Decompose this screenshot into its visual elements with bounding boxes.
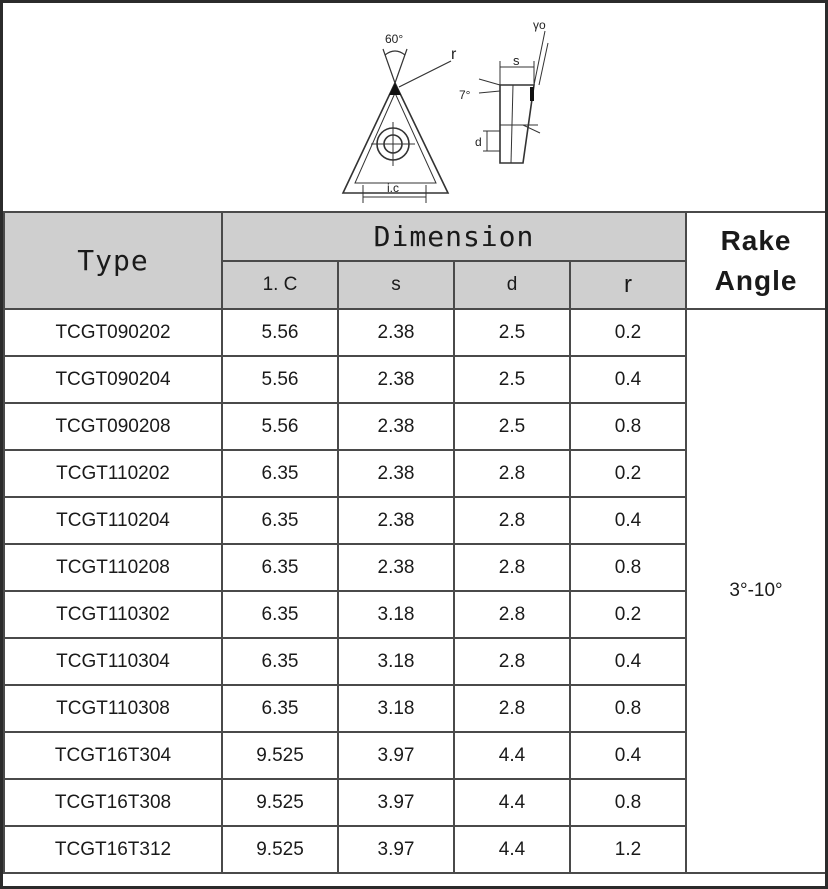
r-cell: 0.8 <box>570 685 686 732</box>
insert-top-view <box>343 83 448 193</box>
r-cell: 0.2 <box>570 309 686 356</box>
s-cell: 2.38 <box>338 309 454 356</box>
r-cell: 0.4 <box>570 638 686 685</box>
d-cell: 2.5 <box>454 356 570 403</box>
table-row <box>4 309 825 356</box>
table-body <box>4 309 825 873</box>
d-cell: 4.4 <box>454 826 570 873</box>
d-cell: 4.4 <box>454 732 570 779</box>
r-cell: 0.8 <box>570 779 686 826</box>
rake-angle-value: 3°-10° <box>686 309 825 873</box>
spec-sheet <box>3 3 825 886</box>
rake-header-line1: Rake <box>720 224 792 256</box>
d-label: d <box>475 135 482 149</box>
s-cell: 3.97 <box>338 732 454 779</box>
r-cell: 0.4 <box>570 497 686 544</box>
r-cell: 0.8 <box>570 544 686 591</box>
s-cell: 2.38 <box>338 450 454 497</box>
ic-cell: 6.35 <box>222 450 338 497</box>
radius-label: r <box>451 46 457 63</box>
s-cell: 2.38 <box>338 497 454 544</box>
d-cell: 2.8 <box>454 591 570 638</box>
insert-spec-table <box>3 211 825 874</box>
ic-cell: 6.35 <box>222 497 338 544</box>
type-cell: TCGT090204 <box>4 356 222 403</box>
ic-cell: 5.56 <box>222 403 338 450</box>
r-header: r <box>570 261 686 309</box>
ic-cell: 9.525 <box>222 732 338 779</box>
clearance-label: 7° <box>459 88 471 102</box>
r-cell: 0.4 <box>570 732 686 779</box>
type-header: Type <box>4 212 222 309</box>
gamma-label: γo <box>533 18 546 32</box>
type-cell: TCGT110208 <box>4 544 222 591</box>
d-cell: 2.8 <box>454 544 570 591</box>
ic-label: i.c <box>387 181 399 195</box>
ic-header: 1. C <box>222 261 338 309</box>
type-cell: TCGT110204 <box>4 497 222 544</box>
rake-angle-header <box>686 212 825 309</box>
s-cell: 3.18 <box>338 638 454 685</box>
type-cell: TCGT090208 <box>4 403 222 450</box>
r-cell: 0.4 <box>570 356 686 403</box>
type-cell: TCGT16T304 <box>4 732 222 779</box>
s-label: s <box>513 53 520 68</box>
type-cell: TCGT090202 <box>4 309 222 356</box>
s-cell: 3.18 <box>338 591 454 638</box>
type-cell: TCGT110304 <box>4 638 222 685</box>
ic-cell: 6.35 <box>222 591 338 638</box>
ic-cell: 6.35 <box>222 685 338 732</box>
d-cell: 2.8 <box>454 497 570 544</box>
type-cell: TCGT110202 <box>4 450 222 497</box>
s-cell: 2.38 <box>338 356 454 403</box>
d-cell: 2.8 <box>454 450 570 497</box>
d-cell: 2.8 <box>454 685 570 732</box>
ic-cell: 5.56 <box>222 309 338 356</box>
r-cell: 1.2 <box>570 826 686 873</box>
insert-side-view <box>500 85 534 163</box>
d-header: d <box>454 261 570 309</box>
r-cell: 0.8 <box>570 403 686 450</box>
ic-cell: 9.525 <box>222 826 338 873</box>
s-cell: 3.97 <box>338 826 454 873</box>
s-cell: 3.97 <box>338 779 454 826</box>
insert-diagram-svg <box>3 3 825 211</box>
ic-cell: 6.35 <box>222 638 338 685</box>
type-cell: TCGT16T312 <box>4 826 222 873</box>
insert-tip <box>389 83 401 95</box>
type-cell: TCGT110302 <box>4 591 222 638</box>
d-cell: 2.8 <box>454 638 570 685</box>
type-cell: TCGT16T308 <box>4 779 222 826</box>
ic-cell: 6.35 <box>222 544 338 591</box>
s-header: s <box>338 261 454 309</box>
d-cell: 2.5 <box>454 403 570 450</box>
rake-header-line2: Angle <box>714 264 798 296</box>
s-cell: 2.38 <box>338 544 454 591</box>
type-cell: TCGT110308 <box>4 685 222 732</box>
d-cell: 4.4 <box>454 779 570 826</box>
d-cell: 2.5 <box>454 309 570 356</box>
s-cell: 2.38 <box>338 403 454 450</box>
angle-label: 60° <box>385 32 404 46</box>
r-cell: 0.2 <box>570 591 686 638</box>
r-cell: 0.2 <box>570 450 686 497</box>
insert-drawing <box>3 3 825 211</box>
s-cell: 3.18 <box>338 685 454 732</box>
ic-cell: 9.525 <box>222 779 338 826</box>
ic-cell: 5.56 <box>222 356 338 403</box>
dimension-header: Dimension <box>222 212 686 261</box>
